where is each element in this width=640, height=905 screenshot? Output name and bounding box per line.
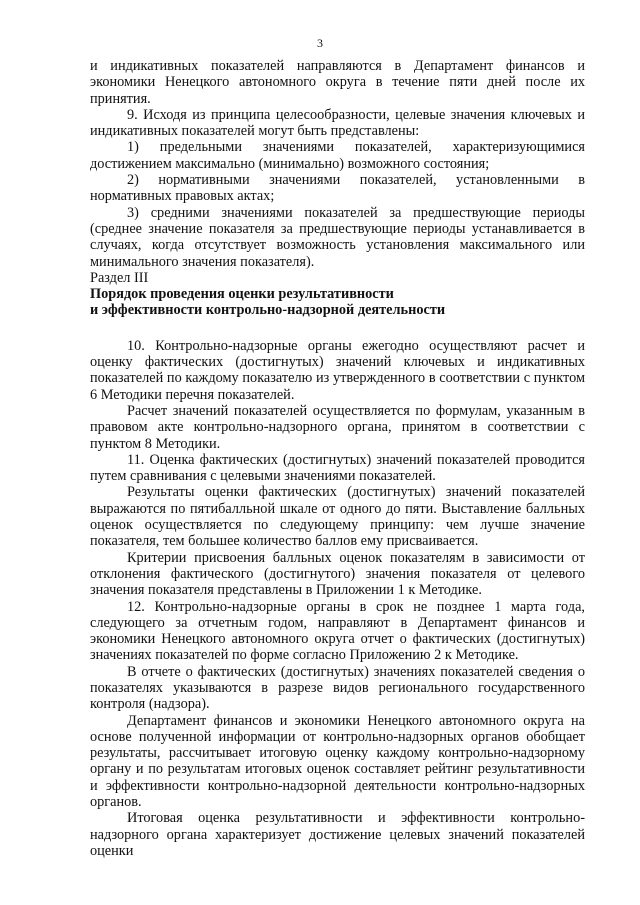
document-body <box>90 58 585 859</box>
paragraph: В отчете о фактических (достигнутых) значениях показателей сведения о показателях указываются в разрезе видов регионального государственного контроля (надзора). <box>90 663 585 713</box>
paragraph: Итоговая оценка результативности и эффективности контрольно-надзорного органа характеризует достижение целевых значений показателей оценки <box>90 810 585 859</box>
paragraph: 10. Контрольно-надзорные органы ежегодно осуществляют расчет и оценку фактических (достигнутых) значений ключевых и индикативных показателей по каждому показателю из утвержденного в соответствии с пунктом 6 Методики перечня показателей. <box>90 337 585 403</box>
section-label: Раздел III <box>90 269 149 286</box>
list-item: 2) нормативными значениями показателей, установленными в нормативных правовых актах; <box>90 172 585 205</box>
page-number: 3 <box>317 36 323 50</box>
section-title: и эффективности контрольно-надзорной деятельности <box>90 302 446 319</box>
paragraph: 9. Исходя из принципа целесообразности, целевые значения ключевых и индикативных показателей могут быть представлены: <box>90 106 585 140</box>
paragraph: Расчет значений показателей осуществляется по формулам, указанным в правовом акте контрольно-надзорного органа, принятом в соответствии с пунктом 8 Методики. <box>90 402 585 452</box>
section-title: Порядок проведения оценки результативности <box>90 286 394 303</box>
paragraph: Критерии присвоения балльных оценок показателям в зависимости от отклонения фактического (достигнутого) значения показателя от целевого значения показателя представлены в Приложении 1 к Методике. <box>90 549 585 599</box>
paragraph: 11. Оценка фактических (достигнутых) значений показателей проводится путем сравнивания с целевыми значениями показателей. <box>90 451 585 485</box>
paragraph: и индикативных показателей направляются в Департамент финансов и экономики Ненецкого автономного округа в течение пяти дней после их принятия. <box>90 58 585 107</box>
paragraph: 12. Контрольно-надзорные органы в срок не позднее 1 марта года, следующего за отчетным годом, направляют в Департамент финансов и экономики Ненецкого автономного округа отчет о фактических (достигнутых) значениях показателей по форме согласно Приложению 2 к Методике. <box>90 598 585 664</box>
paragraph: Результаты оценки фактических (достигнутых) значений показателей выражаются по пятибалльной шкале от одного до пяти. Выставление балльных оценок осуществляется по следующему принципу: чем лучше значение показателя, тем большее количество баллов ему присваивается. <box>90 484 585 550</box>
list-item: 3) средними значениями показателей за предшествующие периоды (среднее значение показателя за предшествующие периоды устанавливается в случаях, когда отсутствует возможность установления максимального или минимального значения показателя). <box>90 204 585 270</box>
list-item: 1) предельными значениями показателей, характеризующимися достижением максимально (минимально) возможного состояния; <box>90 139 585 172</box>
paragraph: Департамент финансов и экономики Ненецкого автономного округа на основе полученной информации от контрольно-надзорных органов обобщает результаты, рассчитывает итоговую оценку каждому контрольно-надзорному органу и по результатам итоговых оценок составляет рейтинг результативности и эффективности контрольно-надзорной деятельности контрольно-надзорных органов. <box>90 712 585 811</box>
